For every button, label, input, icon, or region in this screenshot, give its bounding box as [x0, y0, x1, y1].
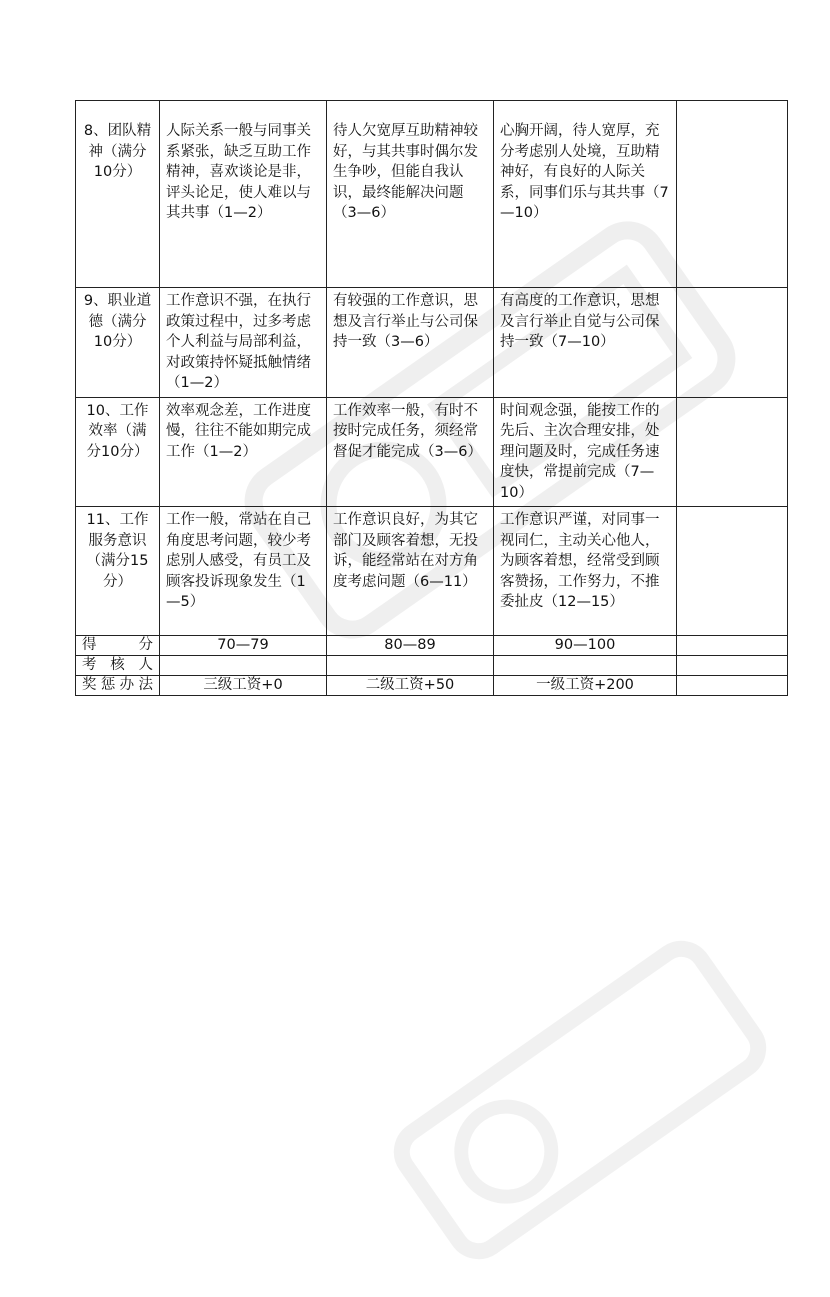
reward-level1: 三级工资+0	[160, 676, 327, 696]
level3-cell: 心胸开阔，待人宽厚，充分考虑别人处境，互助精神好，有良好的人际关系，同事们乐与其共事（7—10）	[494, 101, 677, 288]
reward-label: 奖惩办法	[76, 676, 160, 696]
reviewer-cell	[327, 656, 494, 676]
score-level2: 80—89	[327, 636, 494, 656]
note-cell	[677, 288, 788, 398]
table-row	[76, 397, 788, 507]
reviewer-cell	[160, 656, 327, 676]
note-cell	[677, 397, 788, 507]
category-cell: 9、职业道德（满分10分）	[76, 288, 160, 398]
category-cell: 11、工作服务意识（满分15分）	[76, 507, 160, 636]
level2-cell: 待人欠宽厚互助精神较好，与其共事时偶尔发生争吵，但能自我认识，最终能解决问题（3—6）	[327, 101, 494, 288]
reward-level2: 二级工资+50	[327, 676, 494, 696]
level3-cell: 工作意识严谨，对同事一视同仁，主动关心他人，为顾客着想，经常受到顾客赞扬，工作努力，不推委扯皮（12—15）	[494, 507, 677, 636]
reward-row	[76, 676, 788, 696]
category-cell: 8、团队精神（满分10分）	[76, 101, 160, 288]
note-cell	[677, 507, 788, 636]
score-note	[677, 636, 788, 656]
level1-cell: 工作一般，常站在自己角度思考问题，较少考虑别人感受，有员工及顾客投诉现象发生（1—5）	[160, 507, 327, 636]
level2-cell: 有较强的工作意识，思想及言行举止与公司保持一致（3—6）	[327, 288, 494, 398]
level2-cell: 工作意识良好，为其它部门及顾客着想，无投诉，能经常站在对方角度考虑问题（6—11）	[327, 507, 494, 636]
table-row	[76, 288, 788, 398]
score-label: 得分	[76, 636, 160, 656]
level1-cell: 效率观念差，工作进度慢，往往不能如期完成工作（1—2）	[160, 397, 327, 507]
reward-note	[677, 676, 788, 696]
level3-cell: 有高度的工作意识，思想及言行举止自觉与公司保持一致（7—10）	[494, 288, 677, 398]
table-row	[76, 507, 788, 636]
reviewer-cell	[494, 656, 677, 676]
score-row	[76, 636, 788, 656]
level3-cell: 时间观念强，能按工作的先后、主次合理安排，处理问题及时，完成任务速度快，常提前完成（7—10）	[494, 397, 677, 507]
level2-cell: 工作效率一般，有时不按时完成任务，须经常督促才能完成（3—6）	[327, 397, 494, 507]
score-level3: 90—100	[494, 636, 677, 656]
category-cell: 10、工作效率（满分10分）	[76, 397, 160, 507]
reviewer-row	[76, 656, 788, 676]
reward-level3: 一级工资+200	[494, 676, 677, 696]
reviewer-label: 考核人	[76, 656, 160, 676]
watermark-logo	[359, 903, 801, 1296]
evaluation-table	[75, 100, 788, 696]
note-cell	[677, 101, 788, 288]
level1-cell: 人际关系一般与同事关系紧张，缺乏互助工作精神，喜欢谈论是非，评头论足，使人难以与其共事（1—2）	[160, 101, 327, 288]
reviewer-cell	[677, 656, 788, 676]
level1-cell: 工作意识不强，在执行政策过程中，过多考虑个人利益与局部利益，对政策持怀疑抵触情绪（1—2）	[160, 288, 327, 398]
table-row	[76, 101, 788, 288]
score-level1: 70—79	[160, 636, 327, 656]
